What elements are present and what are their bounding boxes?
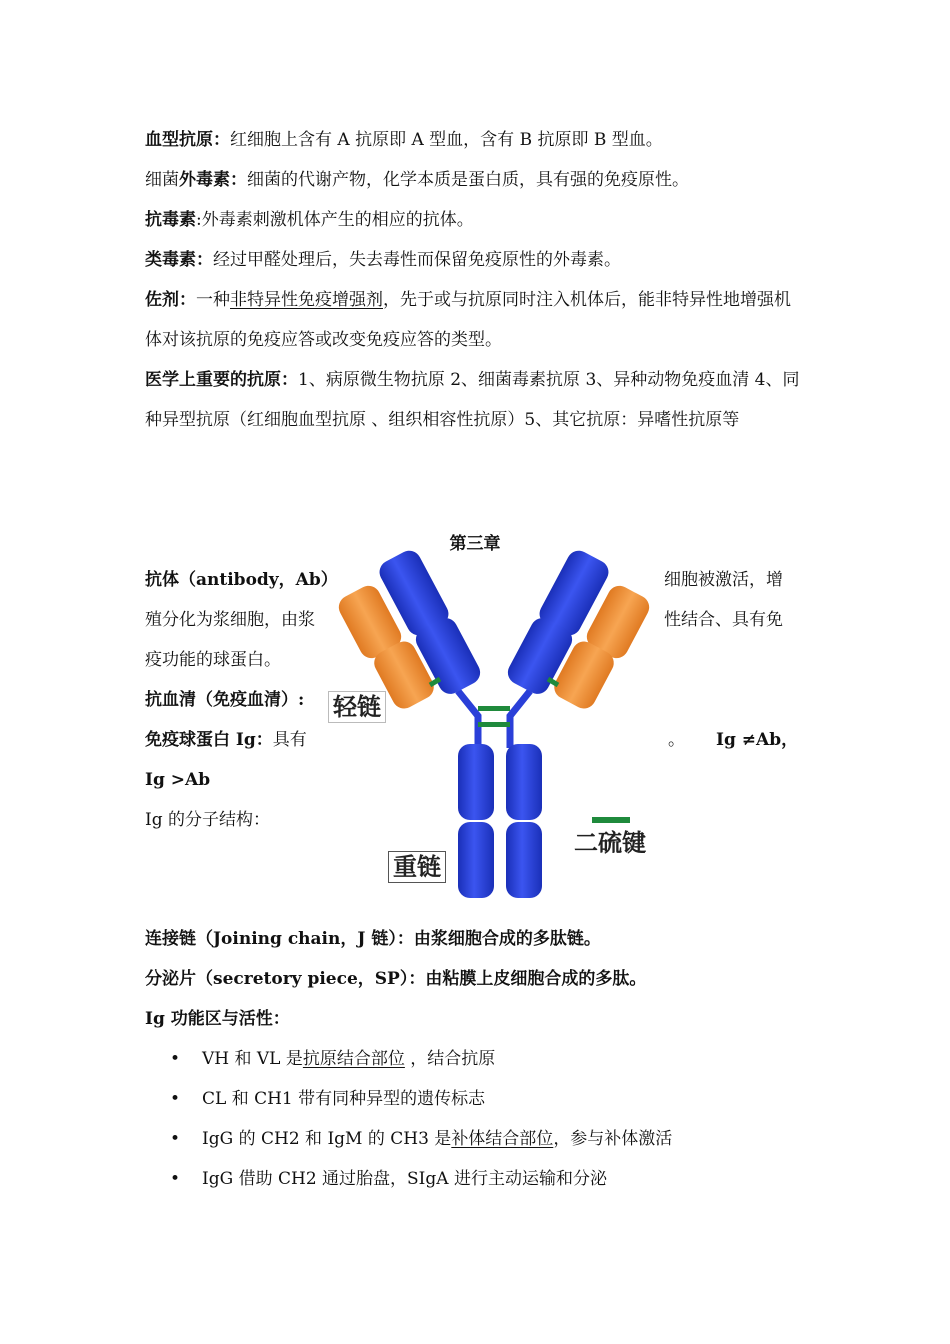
- antibody-text-right-1: 细胞被激活，增: [664, 570, 783, 590]
- disulfide-legend-mark: [592, 817, 630, 823]
- ig-left-text: 具有: [272, 730, 307, 750]
- bullet-dot: •: [170, 1169, 181, 1189]
- bullet-3-pre: IgG 的 CH2 和 IgM 的 CH3 是: [202, 1129, 452, 1149]
- term-medical-antigens: 医学上重要的抗原：: [145, 370, 298, 390]
- text-joining-chain: 由浆细胞合成的多肽链。: [413, 929, 601, 949]
- text-antitoxin: :外毒素刺激机体产生的相应的抗体。: [196, 210, 474, 230]
- text-adjuvant-pre: 一种: [196, 290, 230, 310]
- text-adjuvant: ，先于或与抗原同时注入机体后，能非特异性地增强机体对该抗原的免疫应答或改变免疫应答的类型。: [145, 290, 791, 350]
- paragraph-toxoid: [145, 240, 807, 280]
- text-medical-antigens: 1、病原微生物抗原 2、细菌毒素抗原 3、异种动物免疫血清 4、同种异型抗原（红细胞血型抗原 、组织相容性抗原）5、其它抗原：异嗜性抗原等: [145, 370, 800, 430]
- bullet-1-pre: VH 和 VL 是: [202, 1049, 303, 1069]
- paragraph-antitoxin: [145, 200, 807, 240]
- ig-line: [145, 730, 307, 750]
- bullet-item-4: [170, 1169, 607, 1189]
- structure-title: Ig 的分子结构：: [145, 810, 271, 830]
- antibody-diagram: [326, 548, 662, 900]
- bullet-2-pre: CL 和 CH1 带有同种异型的遗传标志: [202, 1089, 486, 1109]
- term-ig: 免疫球蛋白 Ig：: [145, 730, 273, 750]
- ig-right-text: 。: [668, 730, 685, 750]
- text-exotoxin: 细菌的代谢产物，化学本质是蛋白质，具有强的免疫原性。: [247, 170, 689, 190]
- term-secretory-piece: 分泌片（secretory piece，SP）：: [145, 969, 426, 989]
- underlined-adjuvant: 非特异性免疫增强剂: [230, 290, 383, 310]
- secretory-piece-line: [145, 969, 646, 989]
- paragraph-exotoxin: [145, 160, 807, 200]
- bullet-1-post: ，结合抗原: [404, 1049, 496, 1069]
- ig-relation-2: Ig >Ab: [145, 770, 211, 790]
- term-joining-chain: 连接链（Joining chain，J 链）：: [145, 929, 414, 949]
- heavy-chain-label: 重链: [388, 851, 446, 883]
- text-toxoid: 经过甲醛处理后，失去毒性而保留免疫原性的外毒素。: [213, 250, 621, 270]
- term-antitoxin: 抗毒素: [145, 210, 196, 230]
- antibody-text-line2-right: 性结合、具有免: [664, 610, 783, 630]
- bullet-item-3: [170, 1129, 672, 1149]
- function-title: [145, 1009, 290, 1029]
- hinge-region: [458, 691, 530, 748]
- bullet-item-1: [170, 1049, 495, 1069]
- term-exotoxin-a: 细菌: [145, 170, 179, 190]
- paragraph-adjuvant: [145, 280, 807, 360]
- term-blood-antigen: 血型抗原：: [145, 130, 230, 150]
- disulfide-label: 二硫键: [574, 829, 646, 857]
- chapter-heading: 第三章: [449, 534, 501, 554]
- bullet-dot: •: [170, 1129, 181, 1149]
- antibody-text-line2-left: 殖分化为浆细胞，由浆: [145, 610, 315, 630]
- bullet-1-underlined: 抗原结合部位: [302, 1049, 405, 1069]
- text-blood-antigen: 红细胞上含有 A 抗原即 A 型血，含有 B 抗原即 B 型血。: [230, 130, 663, 150]
- fc-stem: [458, 744, 542, 898]
- bullet-dot: •: [170, 1049, 181, 1069]
- bullet-dot: •: [170, 1089, 181, 1109]
- disulfide-bonds-hinge: [478, 706, 510, 727]
- antibody-text-line3: 疫功能的球蛋白。: [145, 650, 281, 670]
- bullet-item-2: [170, 1089, 485, 1109]
- paragraph-medical-antigens: [145, 360, 807, 440]
- term-antiserum: 抗血清（免疫血清）:: [145, 690, 305, 710]
- function-title-text: Ig 功能区与活性：: [145, 1009, 290, 1029]
- bullet-3-underlined: 补体结合部位: [451, 1129, 554, 1149]
- term-exotoxin-b: 外毒素：: [179, 170, 247, 190]
- bullet-3-post: ，参与补体激活: [553, 1129, 673, 1149]
- term-toxoid: 类毒素：: [145, 250, 213, 270]
- term-adjuvant: 佐剂：: [145, 290, 196, 310]
- text-secretory-piece: 由粘膜上皮细胞合成的多肽。: [425, 969, 647, 989]
- joining-chain-line: [145, 929, 601, 949]
- term-antibody: 抗体（antibody，Ab）: [145, 570, 338, 590]
- ig-relation-1: Ig ≠Ab，: [716, 730, 799, 750]
- paragraph-blood-antigen: [145, 120, 807, 160]
- bullet-4-pre: IgG 借助 CH2 通过胎盘，SIgA 进行主动运输和分泌: [202, 1169, 607, 1189]
- light-chain-label: 轻链: [328, 691, 386, 723]
